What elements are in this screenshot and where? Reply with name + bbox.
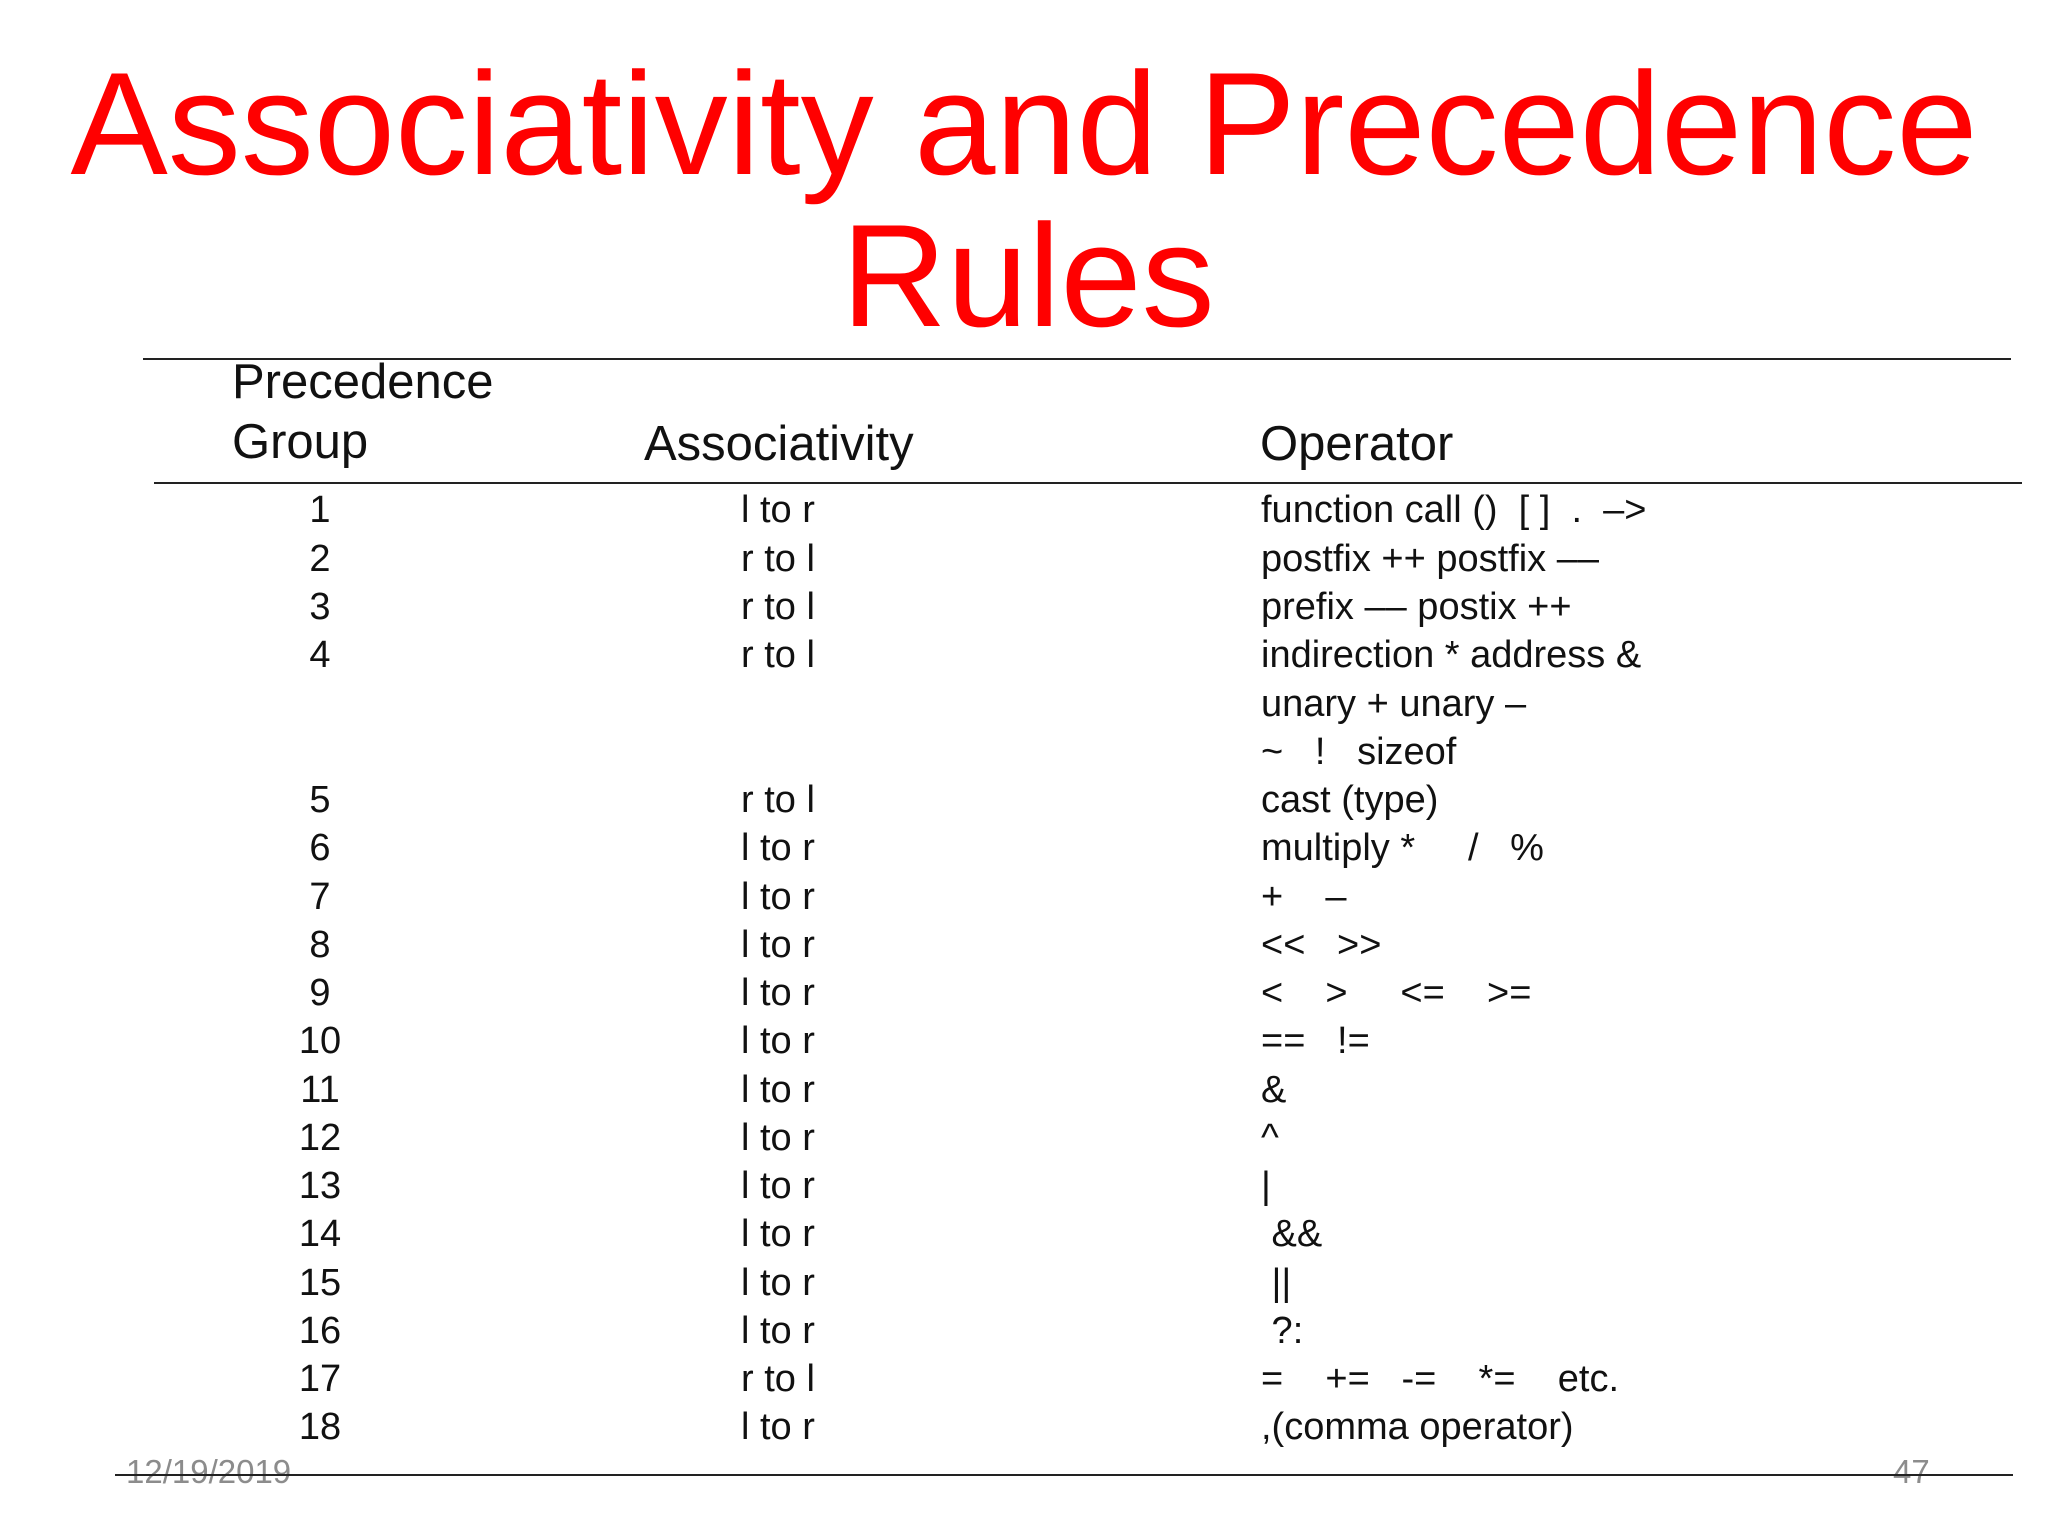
operator-cell: == != (1261, 1020, 1370, 1062)
table-bottom-rule (115, 1474, 2013, 1476)
operator-cell: indirection * address & (1261, 634, 1642, 676)
precedence-group-cell: 16 (298, 1310, 342, 1352)
operator-cell: ?: (1261, 1310, 1304, 1352)
operator-cell: = += -= *= etc. (1261, 1358, 1620, 1400)
associativity-cell: l to r (741, 1213, 815, 1255)
operator-cell: cast (type) (1261, 779, 1439, 821)
operator-cell: & (1261, 1069, 1287, 1111)
associativity-cell: r to l (741, 634, 815, 676)
operator-cell: && (1261, 1213, 1323, 1255)
operator-cell: multiply * / % (1261, 827, 1544, 869)
precedence-group-cell: 4 (309, 634, 331, 676)
associativity-cell: l to r (741, 1310, 815, 1352)
slide-title-line-1: Associativity and Precedence (70, 42, 1978, 205)
footer-date: 12/19/2019 (126, 1453, 292, 1490)
associativity-cell: l to r (741, 924, 815, 966)
slide-title-line-2: Rules (841, 194, 1215, 357)
associativity-cell: l to r (741, 489, 815, 531)
associativity-cell: r to l (741, 586, 815, 628)
associativity-cell: l to r (741, 1117, 815, 1159)
header-precedence-line-2: Group (232, 415, 369, 469)
operator-cell: ,(comma operator) (1261, 1406, 1574, 1448)
precedence-group-cell: 9 (309, 972, 331, 1014)
associativity-cell: l to r (741, 1406, 815, 1448)
precedence-group-cell: 8 (309, 924, 331, 966)
footer-page-number: 47 (1893, 1453, 1930, 1490)
operator-cell: < > <= >= (1261, 972, 1532, 1014)
operator-cell: | (1261, 1165, 1271, 1207)
operator-cell: << >> (1261, 924, 1382, 966)
precedence-group-cell: 17 (298, 1358, 342, 1400)
operator-cell: + – (1261, 876, 1347, 918)
operator-cell: || (1261, 1262, 1292, 1304)
associativity-cell: l to r (741, 876, 815, 918)
operator-cell: ~ ! sizeof (1261, 731, 1457, 773)
precedence-group-cell: 15 (298, 1262, 342, 1304)
precedence-group-cell: 14 (298, 1213, 342, 1255)
associativity-cell: l to r (741, 1165, 815, 1207)
associativity-cell: r to l (741, 538, 815, 580)
precedence-group-cell: 18 (298, 1406, 342, 1448)
precedence-group-cell: 11 (300, 1069, 340, 1111)
precedence-group-cell: 1 (309, 489, 331, 531)
precedence-group-cell: 12 (298, 1117, 342, 1159)
associativity-cell: l to r (741, 827, 815, 869)
operator-cell: prefix –– postix ++ (1261, 586, 1572, 628)
header-operator: Operator (1260, 417, 1454, 471)
operator-cell: function call () [ ] . –> (1261, 489, 1647, 531)
precedence-group-cell: 6 (309, 827, 331, 869)
precedence-group-cell: 3 (309, 586, 331, 628)
associativity-cell: l to r (741, 1069, 815, 1111)
header-associativity: Associativity (644, 417, 914, 471)
precedence-group-cell: 7 (309, 876, 331, 918)
precedence-group-cell: 10 (298, 1020, 342, 1062)
operator-cell: ^ (1261, 1117, 1279, 1159)
associativity-cell: l to r (741, 1262, 815, 1304)
operator-cell: postfix ++ postfix –– (1261, 538, 1599, 580)
associativity-cell: r to l (741, 779, 815, 821)
precedence-group-cell: 5 (309, 779, 331, 821)
associativity-cell: l to r (741, 972, 815, 1014)
operator-cell: unary + unary – (1261, 683, 1527, 725)
header-precedence-line-1: Precedence (232, 355, 494, 409)
associativity-cell: r to l (741, 1358, 815, 1400)
precedence-group-cell: 13 (298, 1165, 342, 1207)
associativity-cell: l to r (741, 1020, 815, 1062)
precedence-group-cell: 2 (309, 538, 331, 580)
